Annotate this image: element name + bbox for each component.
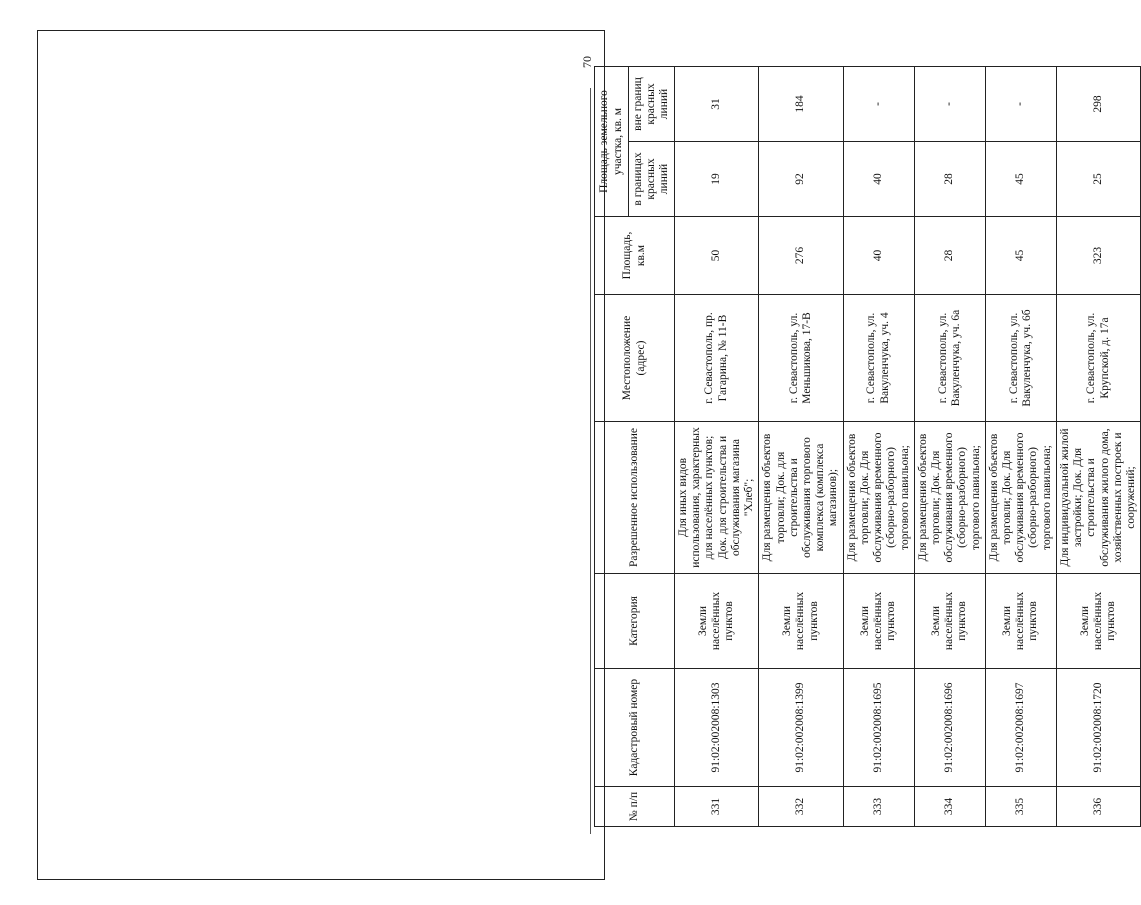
page-rule xyxy=(590,88,591,834)
cell-outside: - xyxy=(843,67,914,142)
cell-num: 334 xyxy=(914,787,985,827)
table-row xyxy=(985,67,1056,827)
cell-category: Земли населённых пунктов xyxy=(985,574,1056,669)
cell-location: г. Севастополь, ул. Крупской, д. 17а xyxy=(1056,295,1140,422)
table-row xyxy=(675,67,759,827)
table-row xyxy=(843,67,914,827)
cell-inside: 45 xyxy=(985,142,1056,217)
cell-cadastral: 91:02:002008:1695 xyxy=(843,669,914,787)
cell-category: Земли населённых пунктов xyxy=(759,574,843,669)
cell-category: Земли населённых пунктов xyxy=(675,574,759,669)
cell-area: 323 xyxy=(1056,217,1140,295)
header-location: Местоположение (адрес) xyxy=(595,295,675,422)
cell-area: 276 xyxy=(759,217,843,295)
cell-use: Для размещения объектов торговли; Док. Для обслуживания временного (сборно-разборного) торгового павильона; xyxy=(985,422,1056,574)
cell-location: г. Севастополь, ул. Вакуленчука, уч. 6б xyxy=(985,295,1056,422)
cell-area: 45 xyxy=(985,217,1056,295)
header-outside: вне границ красных линий xyxy=(629,67,675,142)
header-inside: в границах красных линий xyxy=(629,142,675,217)
header-land-area: Площадь земельного участка, кв. м xyxy=(595,67,629,217)
cell-outside: - xyxy=(914,67,985,142)
cell-category: Земли населённых пунктов xyxy=(914,574,985,669)
cell-cadastral: 91:02:002008:1696 xyxy=(914,669,985,787)
cell-inside: 92 xyxy=(759,142,843,217)
cell-use: Для иных видов использования, характерных для населённых пунктов; Док. для строительства и обслуживания магазина "Хлеб"; xyxy=(675,422,759,574)
cell-area: 50 xyxy=(675,217,759,295)
cell-use: Для размещения объектов торговли; Док. для строительства и обслуживания торгового комплекса (комплекса магазинов); xyxy=(759,422,843,574)
header-category: Категория xyxy=(595,574,675,669)
cell-inside: 28 xyxy=(914,142,985,217)
cell-area: 40 xyxy=(843,217,914,295)
cell-use: Для размещения объектов торговли; Док. Для обслуживания временного (сборно-разборного) торгового павильона; xyxy=(914,422,985,574)
cell-cadastral: 91:02:002008:1697 xyxy=(985,669,1056,787)
cell-inside: 40 xyxy=(843,142,914,217)
cell-location: г. Севастополь, ул. Вакуленчука, уч. 4 xyxy=(843,295,914,422)
table-row xyxy=(759,67,843,827)
cell-outside: 298 xyxy=(1056,67,1140,142)
cell-cadastral: 91:02:002008:1399 xyxy=(759,669,843,787)
header-cadastral: Кадастровый номер xyxy=(595,669,675,787)
page-frame xyxy=(37,30,605,880)
cell-num: 333 xyxy=(843,787,914,827)
cell-location: г. Севастополь, ул. Вакуленчука, уч. 6а xyxy=(914,295,985,422)
cell-area: 28 xyxy=(914,217,985,295)
header-num: № п/п xyxy=(595,787,675,827)
cell-cadastral: 91:02:002008:1720 xyxy=(1056,669,1140,787)
cell-inside: 19 xyxy=(675,142,759,217)
header-permitted-use: Разрешенное использование xyxy=(595,422,675,574)
cell-num: 331 xyxy=(675,787,759,827)
cell-outside: - xyxy=(985,67,1056,142)
header-area: Площадь, кв.м xyxy=(595,217,675,295)
cell-outside: 184 xyxy=(759,67,843,142)
cell-use: Для индивидуальной жилой застройки; Док. Для строительства и обслуживания жилого дома, хозяйственных построек и сооружений; xyxy=(1056,422,1140,574)
cell-inside: 25 xyxy=(1056,142,1140,217)
land-plot-table xyxy=(594,66,1141,827)
table-row xyxy=(914,67,985,827)
cell-num: 332 xyxy=(759,787,843,827)
cell-num: 335 xyxy=(985,787,1056,827)
page-number-text: 70 xyxy=(580,56,594,68)
cell-category: Земли населённых пунктов xyxy=(1056,574,1140,669)
cell-outside: 31 xyxy=(675,67,759,142)
cell-category: Земли населённых пунктов xyxy=(843,574,914,669)
cell-num: 336 xyxy=(1056,787,1140,827)
rotated-table-container xyxy=(594,67,1137,827)
cell-location: г. Севастополь, пр. Гагарина, № 11-В xyxy=(675,295,759,422)
cell-location: г. Севастополь, ул. Меньшикова, 17-В xyxy=(759,295,843,422)
cell-use: Для размещения объектов торговли; Док. Для обслуживания временного (сборно-разборного) торгового павильона; xyxy=(843,422,914,574)
cell-cadastral: 91:02:002008:1303 xyxy=(675,669,759,787)
table-row xyxy=(1056,67,1140,827)
